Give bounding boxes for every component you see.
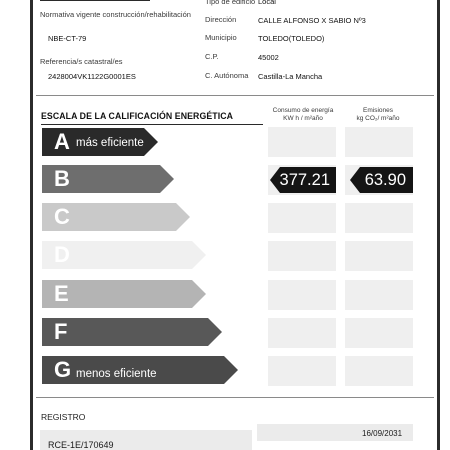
rating-letter-e: E <box>54 281 69 306</box>
normativa-value: NBE-CT-79 <box>48 34 87 43</box>
registro-number: RCE-1E/170649 <box>48 440 114 450</box>
cp-value: 45002 <box>258 53 279 62</box>
rating-letter-c: C <box>54 204 70 229</box>
energy-cell-a <box>268 127 336 157</box>
municipio-value: TOLEDO(TOLEDO) <box>258 34 325 43</box>
comunidad-value: Castilla-La Mancha <box>258 72 323 81</box>
energy-cell-f <box>268 318 336 348</box>
registro-date: 16/09/2031 <box>362 429 403 438</box>
emissions-cell-a <box>345 127 413 157</box>
comunidad-label: C. Autónoma <box>205 71 249 80</box>
emissions-value-tag <box>350 167 413 193</box>
rating-letter-g: G <box>54 357 72 382</box>
cp-label: C.P. <box>205 52 219 61</box>
direccion-value: CALLE ALFONSO X SABIO Nº3 <box>258 16 366 25</box>
emissions-cell-c <box>345 203 413 233</box>
rating-letter-d: D <box>54 242 70 267</box>
rating-letter-f: F <box>54 319 68 344</box>
rating-arrow-f-shape <box>42 318 222 346</box>
energy-column-line1: Consumo de energía <box>272 107 334 114</box>
rating-sub-a: más eficiente <box>76 137 144 149</box>
emissions-column-line2: kg CO₂/ m²año <box>356 115 400 122</box>
emissions-cell-d <box>345 241 413 271</box>
tipo-value: Local <box>258 0 276 6</box>
rating-arrow-b <box>42 165 174 193</box>
registro-divider <box>36 397 434 398</box>
emissions-column-header <box>342 107 414 123</box>
emissions-column-line1: Emisiones <box>363 107 393 114</box>
info-divider <box>36 95 434 96</box>
left-border <box>30 0 33 450</box>
emissions-value: 63.90 <box>364 171 406 189</box>
scale-title: ESCALA DE LA CALIFICACIÓN ENERGÉTICA <box>41 111 234 122</box>
rating-sub-g: menos eficiente <box>76 368 157 380</box>
rating-arrow-g <box>42 356 238 384</box>
section-header-cut <box>40 0 150 1</box>
rating-arrow-e <box>42 280 206 308</box>
energy-column-header <box>267 107 339 123</box>
energy-cell-e <box>268 280 336 310</box>
tipo-label: Tipo de edificio <box>205 0 256 6</box>
energy-value-tag <box>270 167 336 193</box>
emissions-cell-g <box>345 356 413 386</box>
energy-cell-g <box>268 356 336 386</box>
rating-letter-b: B <box>54 166 70 191</box>
direccion-label: Dirección <box>205 15 237 24</box>
right-border <box>437 0 440 450</box>
rating-arrow-d <box>42 241 206 269</box>
referencias-label: Referencia/s catastral/es <box>40 57 123 66</box>
rating-arrow-f <box>42 318 222 346</box>
registro-title: REGISTRO <box>41 412 86 422</box>
rating-arrow-c <box>42 203 190 231</box>
energy-column-line2: KW h / m²año <box>283 115 323 122</box>
rating-arrow-a <box>42 128 158 156</box>
emissions-cell-f <box>345 318 413 348</box>
energy-cell-d <box>268 241 336 271</box>
emissions-cell-e <box>345 280 413 310</box>
scale-title-underline <box>41 124 263 125</box>
municipio-label: Municipio <box>205 33 237 42</box>
referencias-value: 2428004VK1122G0001ES <box>48 72 136 81</box>
rating-letter-a: A <box>54 129 70 154</box>
energy-cell-c <box>268 203 336 233</box>
energy-value: 377.21 <box>279 171 330 189</box>
normativa-label: Normativa vigente construcción/rehabilitación <box>40 10 191 19</box>
